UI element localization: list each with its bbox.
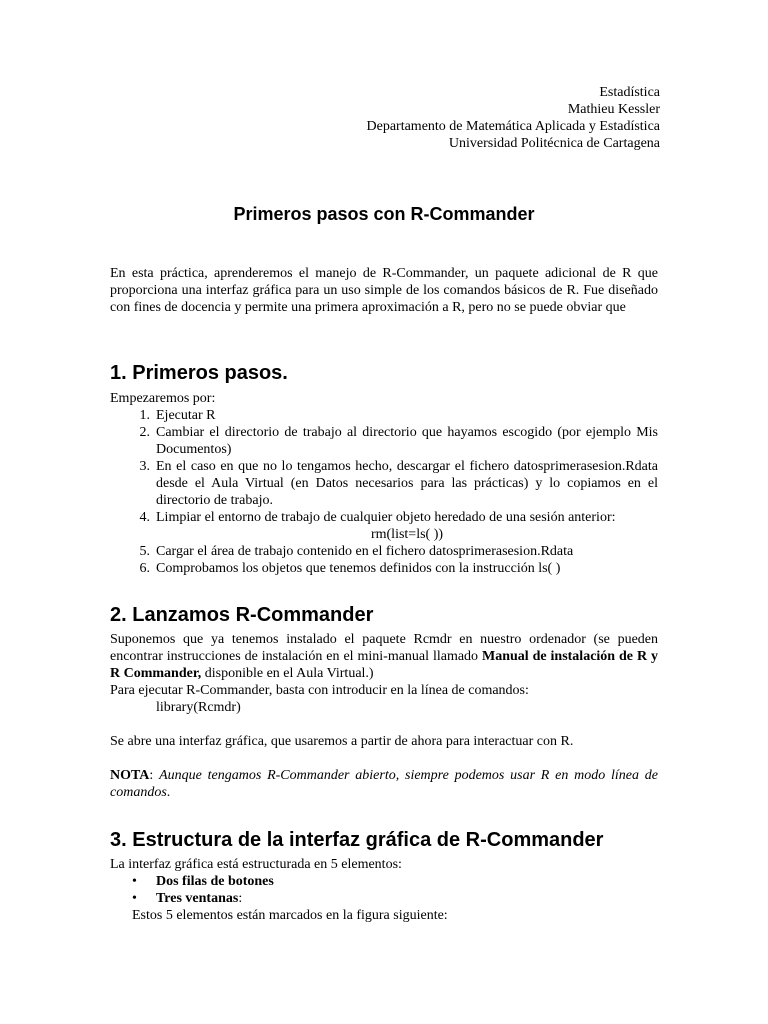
list-item: 5. Cargar el área de trabajo contenido en el fichero datosprimerasesion.Rdata xyxy=(139,544,574,559)
section1-lead: Empezaremos por: xyxy=(110,391,216,406)
list-item: 6. Comprobamos los objetos que tenemos definidos con la instrucción ls( ) xyxy=(139,561,561,576)
section3-body xyxy=(110,856,658,924)
document-title: Primeros pasos con R-Commander xyxy=(233,204,535,224)
note-text: Aunque tengamos R-Commander abierto, siempre podemos usar R en modo línea de comandos xyxy=(110,768,658,800)
note-label: NOTA xyxy=(110,768,150,783)
section3-lead: La interfaz gráfica está estructurada en 5 elementos: xyxy=(110,857,402,872)
section1-heading: 1. Primeros pasos. xyxy=(110,362,288,384)
section3-heading: 3. Estructura de la interfaz gráfica de R-Commander xyxy=(110,829,604,851)
list-item: 2. Cambiar el directorio de trabajo al directorio que hayamos escogido (por ejemplo Mis Documentos) xyxy=(139,425,658,457)
elements-list xyxy=(110,873,658,907)
header-author: Mathieu Kessler xyxy=(567,102,660,117)
section2-paragraph2: Para ejecutar R-Commander, basta con introducir en la línea de comandos: xyxy=(110,683,529,698)
section3-closing: Estos 5 elementos están marcados en la figura siguiente: xyxy=(132,908,448,923)
document-header xyxy=(367,84,661,152)
header-department: Departamento de Matemática Aplicada y Estadística xyxy=(366,119,660,134)
section2-paragraph1: Suponemos que ya tenemos instalado el paquete Rcmdr en nuestro ordenador (se pueden encontrar instrucciones de instalación en el mini-manual llamado Manual de instalación de R y R Commander, disponible en el Aula Virtual.) xyxy=(110,632,658,681)
list-item: 3. En el caso en que no lo tengamos hecho, descargar el fichero datosprimerasesion.Rdata desde el Aula Virtual (en Datos necesarios para las prácticas) y lo copiamos en el directorio de trabajo. xyxy=(139,459,658,508)
steps-list xyxy=(110,407,658,526)
list-item: 4. Limpiar el entorno de trabajo de cualquier objeto heredado de una sesión anterior: xyxy=(139,510,616,525)
section2-body xyxy=(110,631,658,801)
library-command: library(Rcmdr) xyxy=(156,700,241,715)
manual-title: Manual de instalación de R y R Commander, xyxy=(110,649,658,681)
rm-command: rm(list=ls( )) xyxy=(370,527,444,542)
note-paragraph: NOTA: Aunque tengamos R-Commander abierto, siempre podemos usar R en modo línea de comandos. xyxy=(110,768,658,800)
section2-paragraph3: Se abre una interfaz gráfica, que usaremos a partir de ahora para interactuar con R. xyxy=(110,734,574,749)
header-subject: Estadística xyxy=(599,85,660,100)
intro-paragraph: En esta práctica, aprenderemos el manejo de R-Commander, un paquete adicional de R que proporciona una interfaz gráfica para un uso simple de los comandos básicos de R. Fue diseñado con fines de docencia y permite una primera aproximación a R, pero no se puede obviar que xyxy=(110,266,658,315)
section2-heading: 2. Lanzamos R-Commander xyxy=(110,604,374,626)
section1-body xyxy=(110,390,658,577)
list-item: • Dos filas de botones xyxy=(132,874,274,889)
list-item: 1. Ejecutar R xyxy=(139,408,216,423)
header-university: Universidad Politécnica de Cartagena xyxy=(448,136,660,151)
list-item: • Tres ventanas: xyxy=(132,891,243,906)
steps-list-continued xyxy=(110,543,658,577)
